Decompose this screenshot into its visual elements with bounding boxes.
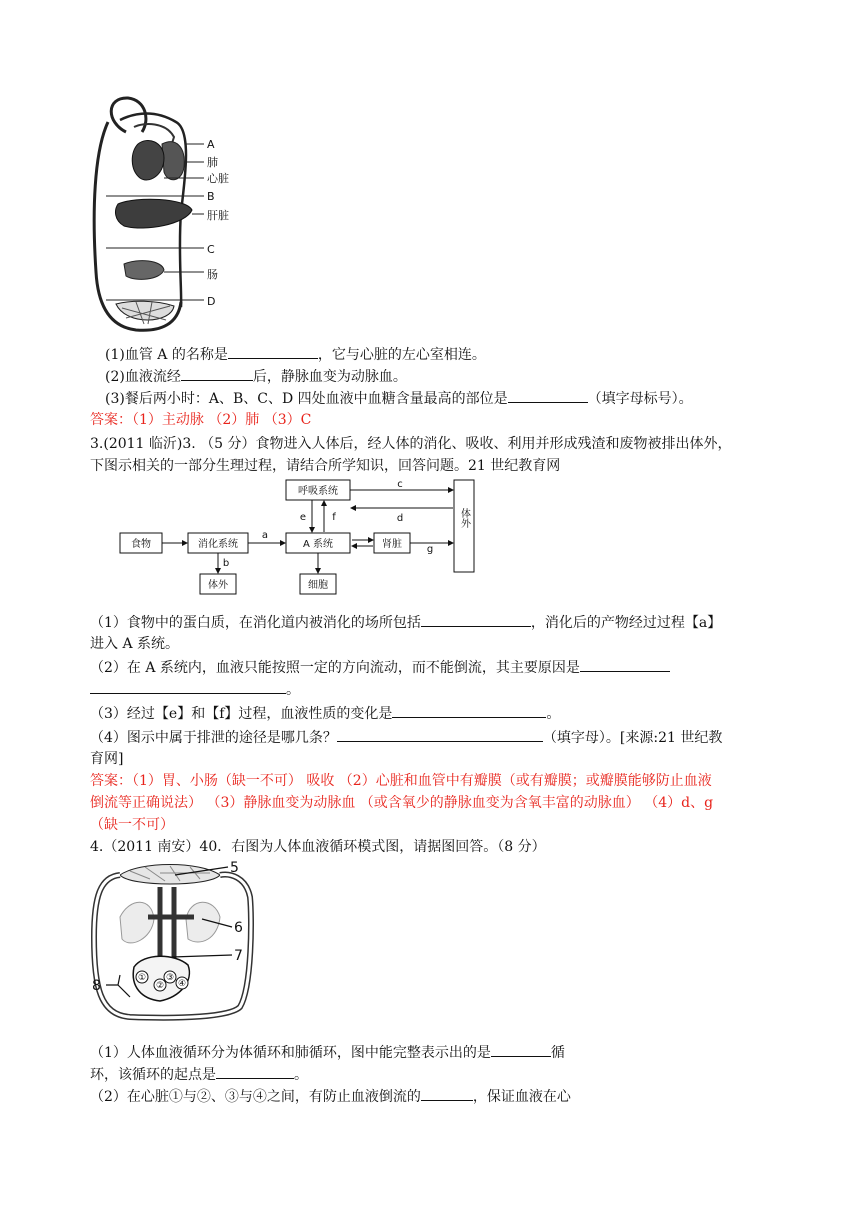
- label-c: c: [397, 479, 403, 490]
- q4-part1-line2: 环，该循环的起点是 。: [90, 1064, 308, 1085]
- label-5: 5: [230, 860, 239, 876]
- label-g: g: [426, 544, 434, 555]
- q3-part2-line2: 。: [90, 679, 300, 700]
- label-e: e: [299, 512, 307, 523]
- q4-part2-line1: （2）在心脏①与②、③与④之间，有防止血液倒流的 ，保证血液在心: [90, 1086, 571, 1107]
- left-lung-shape: [120, 902, 154, 943]
- box-respiratory-system: 呼吸系统: [298, 486, 338, 497]
- label-7: 7: [234, 948, 243, 964]
- label-8: 8: [92, 978, 101, 994]
- q3-part1-line1: （1）食物中的蛋白质，在消化道内被消化的场所包括 ，消化后的产物经过过程【a】: [90, 612, 721, 633]
- answer-blank[interactable]: [580, 657, 670, 672]
- label-6: 6: [234, 920, 243, 936]
- answer-blank[interactable]: [421, 612, 531, 627]
- heart-chamber-1: ①: [137, 973, 147, 983]
- answer-blank[interactable]: [337, 727, 543, 742]
- fig1-label-c: C: [207, 243, 215, 256]
- box-cell: 细胞: [308, 580, 328, 591]
- fig1-label-a: A: [207, 138, 215, 151]
- q3-part1-line2: 进入 A 系统。: [90, 636, 180, 652]
- fig1-label-heart: 心脏: [207, 172, 229, 185]
- q3-part2-line1: （2）在 A 系统内，血液只能按照一定的方向流动，而不能倒流，其主要原因是: [90, 657, 670, 678]
- answer-blank[interactable]: [90, 679, 286, 694]
- q2-line1: (1)血管 A 的名称是 ，它与心脏的左心室相连。: [105, 344, 486, 365]
- box-digestive-system: 消化系统: [198, 539, 238, 550]
- label-b: b: [222, 558, 230, 569]
- box-food: 食物: [131, 539, 151, 550]
- answer-blank[interactable]: [491, 1042, 551, 1057]
- fig1-label-liver: 肝脏: [207, 209, 229, 222]
- q3-part3: （3）经过【e】和【f】过程，血液性质的变化是 。: [90, 703, 560, 724]
- digestion-flow-diagram: [90, 478, 490, 603]
- q2-line2: (2)血液流经 后，静脉血变为动脉血。: [105, 366, 407, 387]
- q3-answer-line1: 答案：（1）胃、小肠（缺一不可） 吸收 （2）心脏和血管中有瓣膜（或有瓣膜；或瓣膜能够防止血液: [90, 773, 712, 789]
- box-kidney: 肾脏: [382, 539, 402, 550]
- q3-part4-line1: （4）图示中属于排泄的途径是哪几条？ （填字母）。[来源:21 世纪教: [90, 727, 722, 748]
- answer-blank[interactable]: [508, 388, 588, 403]
- label-a: a: [261, 530, 269, 541]
- box-outside-right: 体外: [458, 508, 470, 528]
- q3-intro-line1: 3.(2011 临沂)3. （5 分）食物进入人体后，经人体的消化、吸收、利用并形成残渣和废物被排出体外，: [90, 436, 732, 452]
- blood-circulation-diagram: [90, 857, 260, 1025]
- lung-shape: [162, 142, 184, 180]
- answer-blank[interactable]: [421, 1086, 473, 1101]
- answer-blank[interactable]: [216, 1064, 294, 1079]
- q2-line3: (3)餐后两小时：A、B、C、D 四处血液中血糖含量最高的部位是 （填字母标号）。: [105, 388, 693, 409]
- label-d: d: [396, 513, 404, 524]
- q2-answer: 答案：（1）主动脉 （2）肺 （3）C: [90, 412, 312, 428]
- fig1-label-intestine: 肠: [207, 268, 218, 281]
- q3-intro-line2: 下图示相关的一部分生理过程，请结合所学知识，回答问题。21 世纪教育网: [90, 458, 561, 474]
- box-a-system: A 系统: [302, 539, 334, 550]
- circulation-organ-figure: [86, 92, 256, 337]
- q4-part1-line1: （1）人体血液循环分为体循环和肺循环，图中能完整表示出的是 循: [90, 1042, 565, 1063]
- fig1-label-lung: 肺: [207, 156, 218, 169]
- fig1-label-d: D: [207, 295, 216, 308]
- heart-shape: [132, 140, 164, 179]
- intestine-shape: [124, 261, 164, 280]
- q4-intro: 4.（2011 南安）40．右图为人体血液循环模式图，请据图回答。（8 分）: [90, 839, 546, 855]
- heart-chamber-3: ③: [165, 973, 175, 983]
- answer-blank[interactable]: [228, 344, 318, 359]
- q3-part4-line2: 育网]: [90, 751, 124, 767]
- fig1-label-b: B: [207, 190, 215, 203]
- q3-answer-line2: 倒流等正确说法） （3）静脉血变为动脉血 （或含氧少的静脉血变为含氧丰富的动脉血） （4）d、g: [90, 795, 714, 811]
- label-f: f: [332, 512, 336, 523]
- heart-chamber-4: ④: [177, 979, 187, 989]
- q3-answer-line3: （缺一不可）: [90, 817, 174, 833]
- answer-blank[interactable]: [392, 703, 546, 718]
- box-outside-bottom: 体外: [208, 580, 228, 591]
- answer-blank[interactable]: [181, 366, 253, 381]
- heart-chamber-2: ②: [155, 981, 165, 991]
